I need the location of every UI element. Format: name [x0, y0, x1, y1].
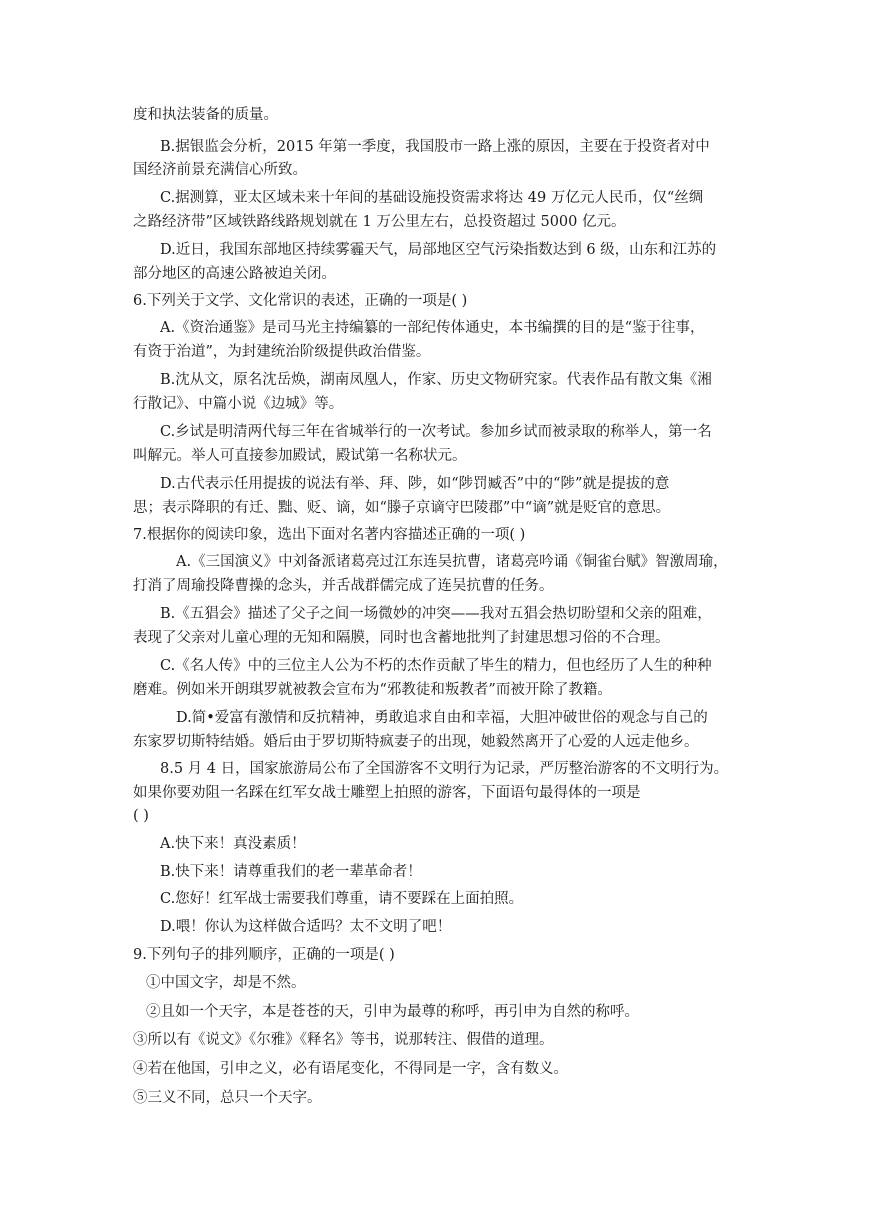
text-line: 东家罗切斯特结婚。婚后由于罗切斯特疯妻子的出现，她毅然离开了心爱的人远走他乡。	[133, 734, 699, 750]
text-line: 国经济前景充满信心所致。	[133, 162, 307, 178]
question-6: 6.下列关于文学、文化常识的表述，正确的一项是( )	[133, 293, 468, 309]
text-line: 表现了父亲对儿童心理的无知和隔膜，同时也含蓄地批判了封建思想习俗的不合理。	[133, 630, 670, 646]
option-a-line: A.《资治通鉴》是司马光主持编纂的一部纪传体通史，本书编撰的目的是“鉴于往事，	[160, 320, 705, 336]
option-b-line: B.快下来！请尊重我们的老一辈革命者！	[160, 864, 422, 880]
question-7: 7.根据你的阅读印象，选出下面对名著内容描述正确的一项( )	[133, 527, 526, 543]
option-c-line: C.据测算，亚太区域未来十年间的基础设施投资需求将达 49 万亿元人民币，仅“丝绸	[160, 190, 704, 206]
text-line: 如果你要劝阻一名踩在红军女战士雕塑上拍照的游客，下面语句最得体的一项是	[133, 785, 641, 801]
text-line: 叫解元。举人可直接参加殿试，殿试第一名称状元。	[133, 448, 467, 464]
option-b-line: B.沈从文，原名沈岳焕，湖南凤凰人，作家、历史文物研究家。代表作品有散文集《湘	[160, 372, 712, 388]
text-line: 有资于治道”，为封建统治阶级提供政治借鉴。	[133, 344, 431, 360]
option-d-line: D.古代表示任用提拔的说法有举、拜、陟，如“陟罚臧否”中的“陟”就是提拔的意	[160, 476, 670, 492]
sentence-1: ①中国文字，却是不然。	[146, 975, 306, 991]
option-d-line: D.简•爱富有激情和反抗精神，勇敢追求自由和幸福，大胆冲破世俗的观念与自己的	[176, 710, 708, 726]
option-d-line: D.喂！你认为这样做合适吗？太不文明了吧！	[160, 919, 452, 935]
option-c-line: C.《名人传》中的三位主人公为不朽的杰作贡献了毕生的精力，但也经历了人生的种种	[160, 658, 712, 674]
sentence-2: ②且如一个天字，本是苍苍的天，引申为最尊的称呼，再引申为自然的称呼。	[146, 1004, 639, 1020]
option-a-line: A.《三国演义》中刘备派诸葛亮过江东连吴抗曹，诸葛亮吟诵《铜雀台赋》智激周瑜，	[176, 554, 728, 570]
text-line: 之路经济带”区域铁路线路规划就在 1 万公里左右，总投资超过 5000 亿元。	[133, 214, 626, 230]
answer-blank: ( )	[133, 808, 149, 824]
text-line: 度和执法装备的质量。	[133, 107, 278, 123]
text-line: 打消了周瑜投降曹操的念头，并舌战群儒完成了连吴抗曹的任务。	[133, 578, 554, 594]
text-line: 行散记》、中篇小说《边城》等。	[133, 396, 344, 412]
sentence-4: ④若在他国，引申之义，必有语尾变化，不得同是一字，含有数义。	[133, 1061, 568, 1077]
text-line: 部分地区的高速公路被迫关闭。	[133, 266, 336, 282]
sentence-5: ⑤三义不同，总只一个天字。	[133, 1090, 322, 1106]
option-c-line: C.您好！红军战士需要我们尊重，请不要踩在上面拍照。	[160, 891, 524, 907]
option-c-line: C.乡试是明清两代每三年在省城举行的一次考试。参加乡试而被录取的称举人，第一名	[160, 424, 712, 440]
option-d-line: D.近日，我国东部地区持续雾霾天气，局部地区空气污染指数达到 6 级，山东和江苏的	[160, 242, 717, 258]
question-8: 8.5 月 4 日，国家旅游局公布了全国游客不文明行为记录，严厉整治游客的不文明行为。	[160, 761, 729, 777]
option-b-line: B.《五猖会》描述了父子之间一场微妙的冲突——我对五猖会热切盼望和父亲的阻难，	[160, 606, 712, 622]
text-line: 思；表示降职的有迁、黜、贬、谪，如“滕子京谪守巴陵郡”中“谪”就是贬官的意思。	[133, 500, 671, 516]
text-line: 磨难。例如米开朗琪罗就被教会宣布为“邪教徒和叛教者”而被开除了教籍。	[133, 682, 612, 698]
option-a-line: A.快下来！真没素质！	[160, 836, 306, 852]
question-9: 9.下列句子的排列顺序，正确的一项是( )	[133, 947, 395, 963]
sentence-3: ③所以有《说文》《尔雅》《释名》等书，说那转注、假借的道理。	[133, 1032, 554, 1048]
option-b-line: B.据银监会分析，2015 年第一季度，我国股市一路上涨的原因，主要在于投资者对中	[160, 139, 710, 155]
